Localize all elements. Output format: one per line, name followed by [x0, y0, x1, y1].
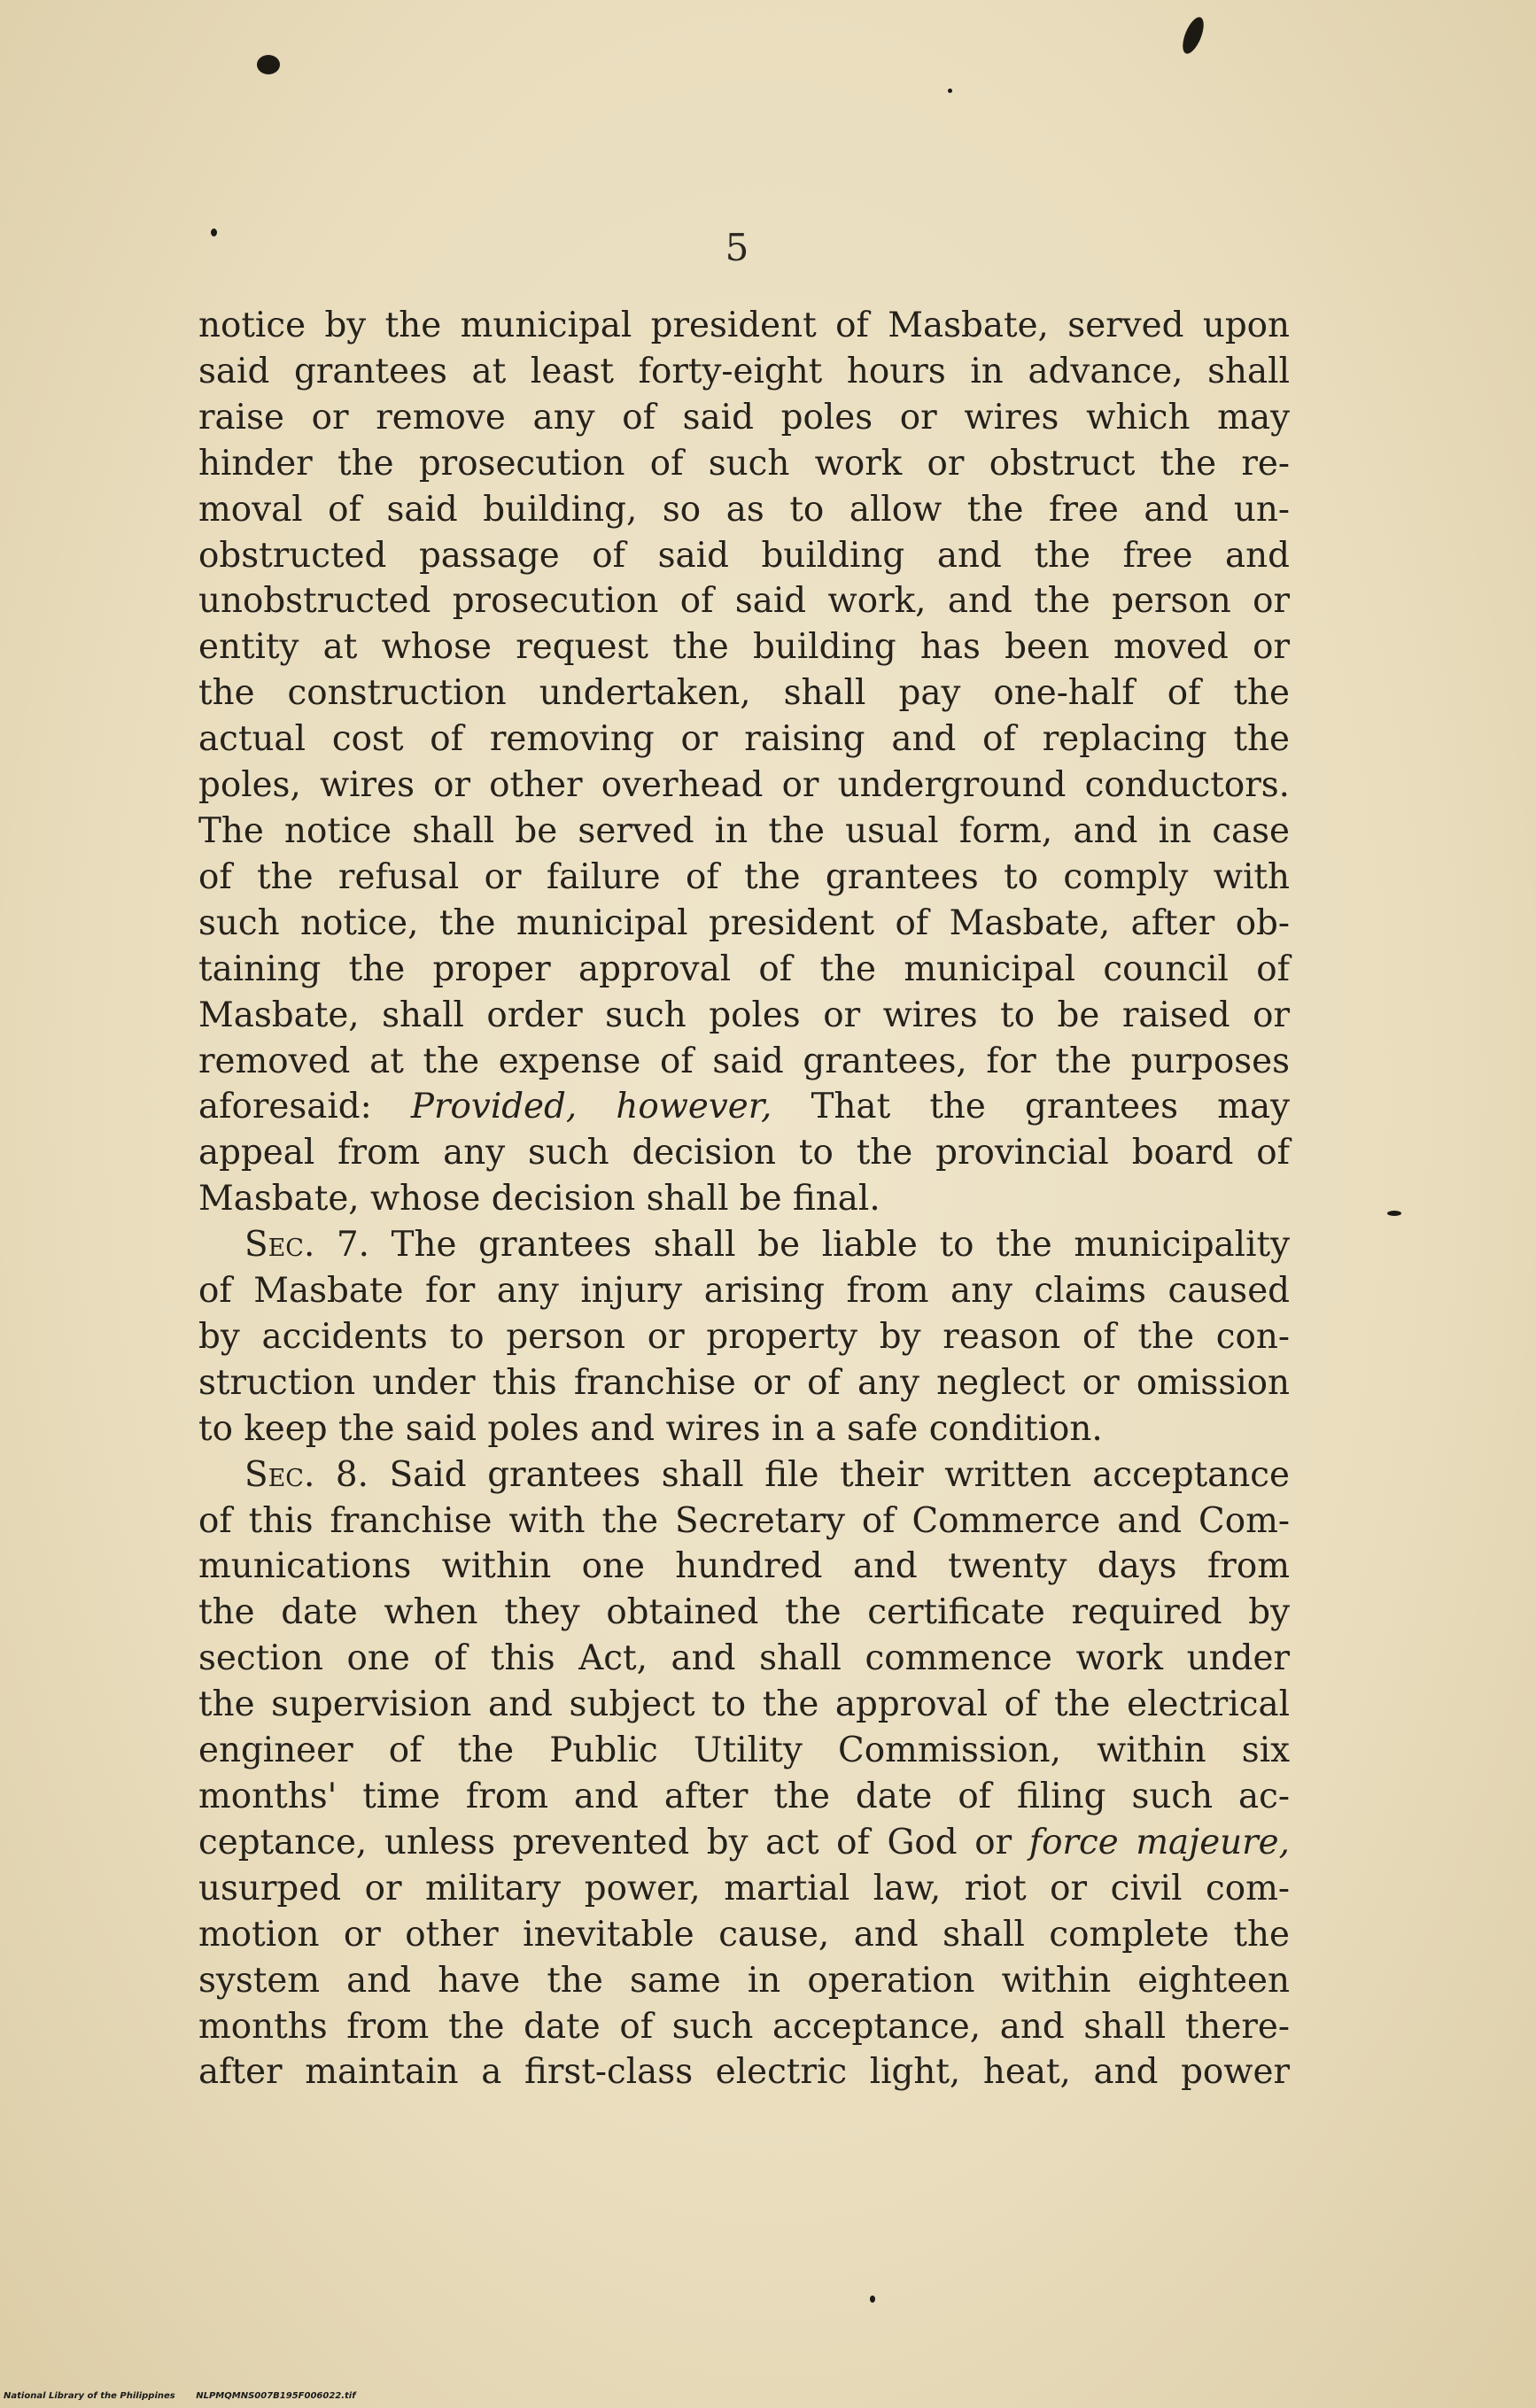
scan-footer	[4, 2391, 356, 2401]
text-line: section one of this Act, and shall commence work under	[198, 1638, 1290, 1679]
text-line: months from the date of such acceptance, and shall there-	[198, 2006, 1290, 2047]
text-line: usurped or military power, martial law, riot or civil com-	[198, 1868, 1290, 1909]
section-8-text: Said grantees shall file their written acceptance	[368, 1454, 1290, 1495]
section-8-label: Sec. 8.	[244, 1454, 368, 1495]
text-line: hinder the prosecution of such work or obstruct the re-	[198, 443, 1290, 484]
text-line: the supervision and subject to the approval of the electrical	[198, 1684, 1290, 1725]
text-line: the date when they obtained the certificate required by	[198, 1592, 1290, 1633]
section-8-first-line	[198, 1452, 1290, 1498]
proviso-italic: Provided, however,	[410, 1087, 772, 1127]
text-line: munications within one hundred and twenty days from	[198, 1546, 1290, 1587]
text-line: actual cost of removing or raising and of replacing the	[198, 719, 1290, 760]
ink-spot	[257, 55, 280, 74]
text-line: of Masbate for any injury arising from any claims caused	[198, 1271, 1290, 1312]
section-7-first-line	[198, 1222, 1290, 1268]
text-line: of this franchise with the Secretary of Commerce and Com-	[198, 1500, 1290, 1541]
proviso-line	[198, 1084, 1290, 1130]
section-7-text: The grantees shall be liable to the municipality	[368, 1225, 1290, 1266]
text-line: notice by the municipal president of Masbate, served upon	[198, 306, 1290, 345]
text-line: months' time from and after the date of filing such ac-	[198, 1777, 1290, 1816]
text-line: appeal from any such decision to the provincial board of	[198, 1133, 1290, 1173]
text-line: by accidents to person or property by reason of the con-	[198, 1316, 1290, 1357]
text-line: the construction undertaken, shall pay one-half of the	[198, 673, 1290, 714]
text-line: unobstructed prosecution of said work, and the person or	[198, 581, 1290, 622]
text-line: raise or remove any of said poles or wires which may	[198, 397, 1290, 437]
text-line: after maintain a first-class electric light, heat, and power	[198, 2052, 1290, 2093]
text-line: moval of said building, so as to allow the free and un-	[198, 489, 1290, 530]
text-line: engineer of the Public Utility Commission, within six	[198, 1731, 1290, 1771]
ink-spot	[1178, 14, 1207, 57]
text-line: poles, wires or other overhead or underground conductors.	[198, 765, 1290, 806]
text-line: struction under this franchise or of any neglect or omission	[198, 1362, 1290, 1403]
force-majeure-line	[198, 1820, 1290, 1866]
section-7-label: Sec. 7.	[244, 1225, 369, 1266]
text-line: of the refusal or failure of the grantees to comply with	[198, 856, 1290, 897]
proviso-after: That the grantees may	[772, 1087, 1290, 1127]
text-line: said grantees at least forty-eight hours in advance, shall	[198, 351, 1290, 391]
text-line: taining the proper approval of the municipal council of	[198, 948, 1290, 989]
force-before: ceptance, unless prevented by act of God or	[198, 1822, 1029, 1862]
text-line: entity at whose request the building has been moved or	[198, 627, 1290, 668]
paragraph-end: Masbate, whose decision shall be final.	[198, 1179, 880, 1219]
ink-spot	[948, 89, 952, 93]
text-line: motion or other inevitable cause, and shall complete the	[198, 1914, 1290, 1955]
text-line: removed at the expense of said grantees, for the purposes	[198, 1041, 1290, 1081]
proviso-before: aforesaid:	[198, 1087, 411, 1127]
text-line: such notice, the municipal president of Masbate, after ob-	[198, 902, 1290, 943]
ink-spot	[1387, 1211, 1401, 1216]
text-line: system and have the same in operation within eighteen	[198, 1960, 1290, 2001]
ink-spot	[870, 2296, 875, 2303]
text-line: The notice shall be served in the usual form, and in case	[198, 810, 1290, 851]
section-7-last-line: to keep the said poles and wires in a safe condition.	[198, 1408, 1103, 1449]
force-italic: force majeure,	[1028, 1822, 1290, 1862]
file-id: NLPMQMNS007B195F006022.tif	[196, 2391, 356, 2401]
text-line: obstructed passage of said building and the free and	[198, 535, 1290, 576]
page-number: 5	[725, 226, 749, 269]
library-name: National Library of the Philippines	[4, 2391, 175, 2401]
text-line: Masbate, shall order such poles or wires to be raised or	[198, 995, 1290, 1035]
document-body	[198, 303, 1290, 2095]
